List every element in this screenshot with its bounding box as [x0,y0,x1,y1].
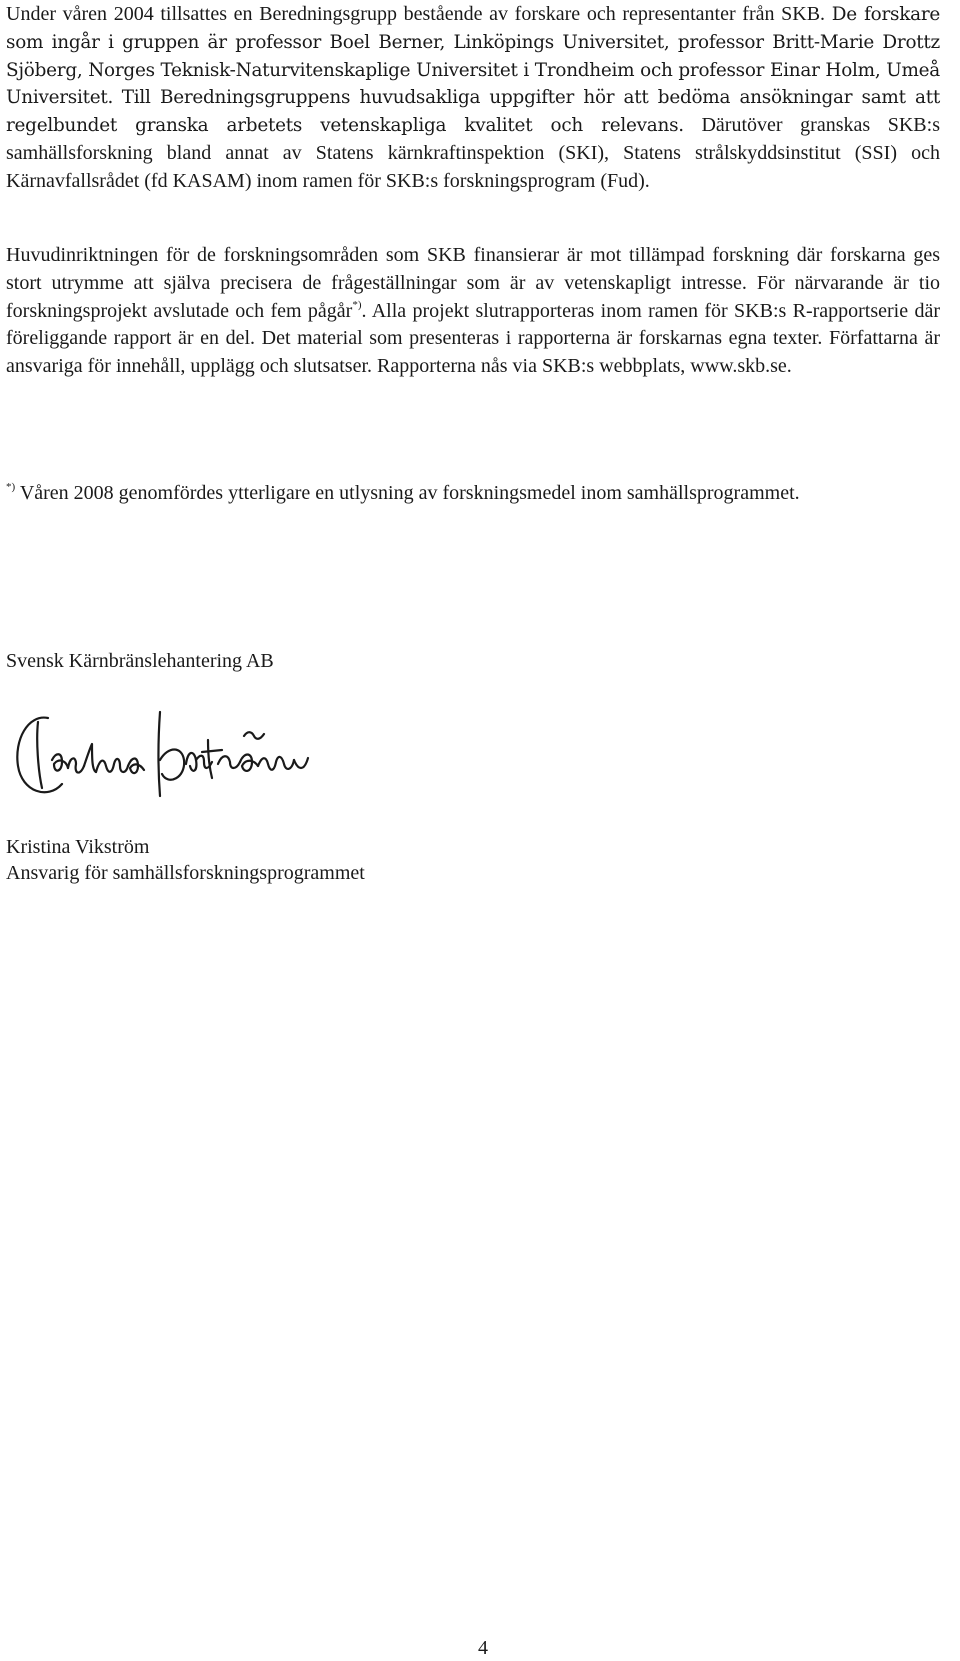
signer-block [6,834,365,886]
paragraph-1-sentence-1: Under våren 2004 tillsattes en Beredningsgrupp bestående av forskare och representanter från SKB. [6,3,826,25]
footnote [6,480,940,508]
signature-image [8,700,338,810]
signature-name: Kristina Vikström [8,700,16,701]
paragraph-huvudinriktning [6,242,940,381]
paragraph-beredningsgrupp [6,1,940,196]
paragraph-1-sentence-3: Till Beredningsgruppens huvudsakliga uppgifter hör att bedöma ansökningar samt att regelbundet granska arbetets vetenskapliga kvalitet och relevans. [6,87,940,137]
footnote-marker: *) [6,481,16,493]
paragraph-2-text-after: . Alla projekt slutrapporteras inom ramen för SKB:s R-rapportserie där föreliggande rapport är en del. Det material som presenteras i rapporterna är forskarnas egna texter. Författarna är ansvariga för innehåll, upplägg och slutsatser. Rapporterna nås via SKB:s webbplats, www.skb.se. [6,299,940,378]
page-number: 4 [478,1637,488,1659]
signer-title: Ansvarig för samhällsforskningsprogrammet [6,862,365,884]
signer-name: Kristina Vikström [6,836,150,858]
company-name: Svensk Kärnbränslehantering AB [6,650,274,672]
paragraph-1-sentence-4: Därutöver granskas SKB:s samhällsforskning bland annat av Statens kärnkraftinspektion (SKI), Statens strålskyddsinstitut (SSI) och Kärnavfallsrådet (fd KASAM) inom ramen för SKB:s forskningsprogram (Fud). [6,114,940,192]
paragraph-2-text-before: Huvudinriktningen för de forskningsområden som SKB finansierar är mot tillämpad forskning där forskarna ges stort utrymme att själva precisera de frågeställningar som är av vetenskapligt intresse. För närvarande är tio forskningsprojekt avslutade och fem pågår [6,244,940,322]
footnote-reference: *) [352,298,362,311]
paragraph-1-sentence-2: De forskare som ingår i gruppen är professor Boel Berner, Linköpings Universitet, professor Britt-Marie Drottz Sjöberg, Norges Teknisk-Naturvitenskaplige Universitet i Trondheim och professor Einar Holm, Umeå Universitet. [6,4,941,109]
footnote-text: Våren 2008 genomfördes ytterligare en utlysning av forskningsmedel inom samhällsprogrammet. [19,482,800,504]
